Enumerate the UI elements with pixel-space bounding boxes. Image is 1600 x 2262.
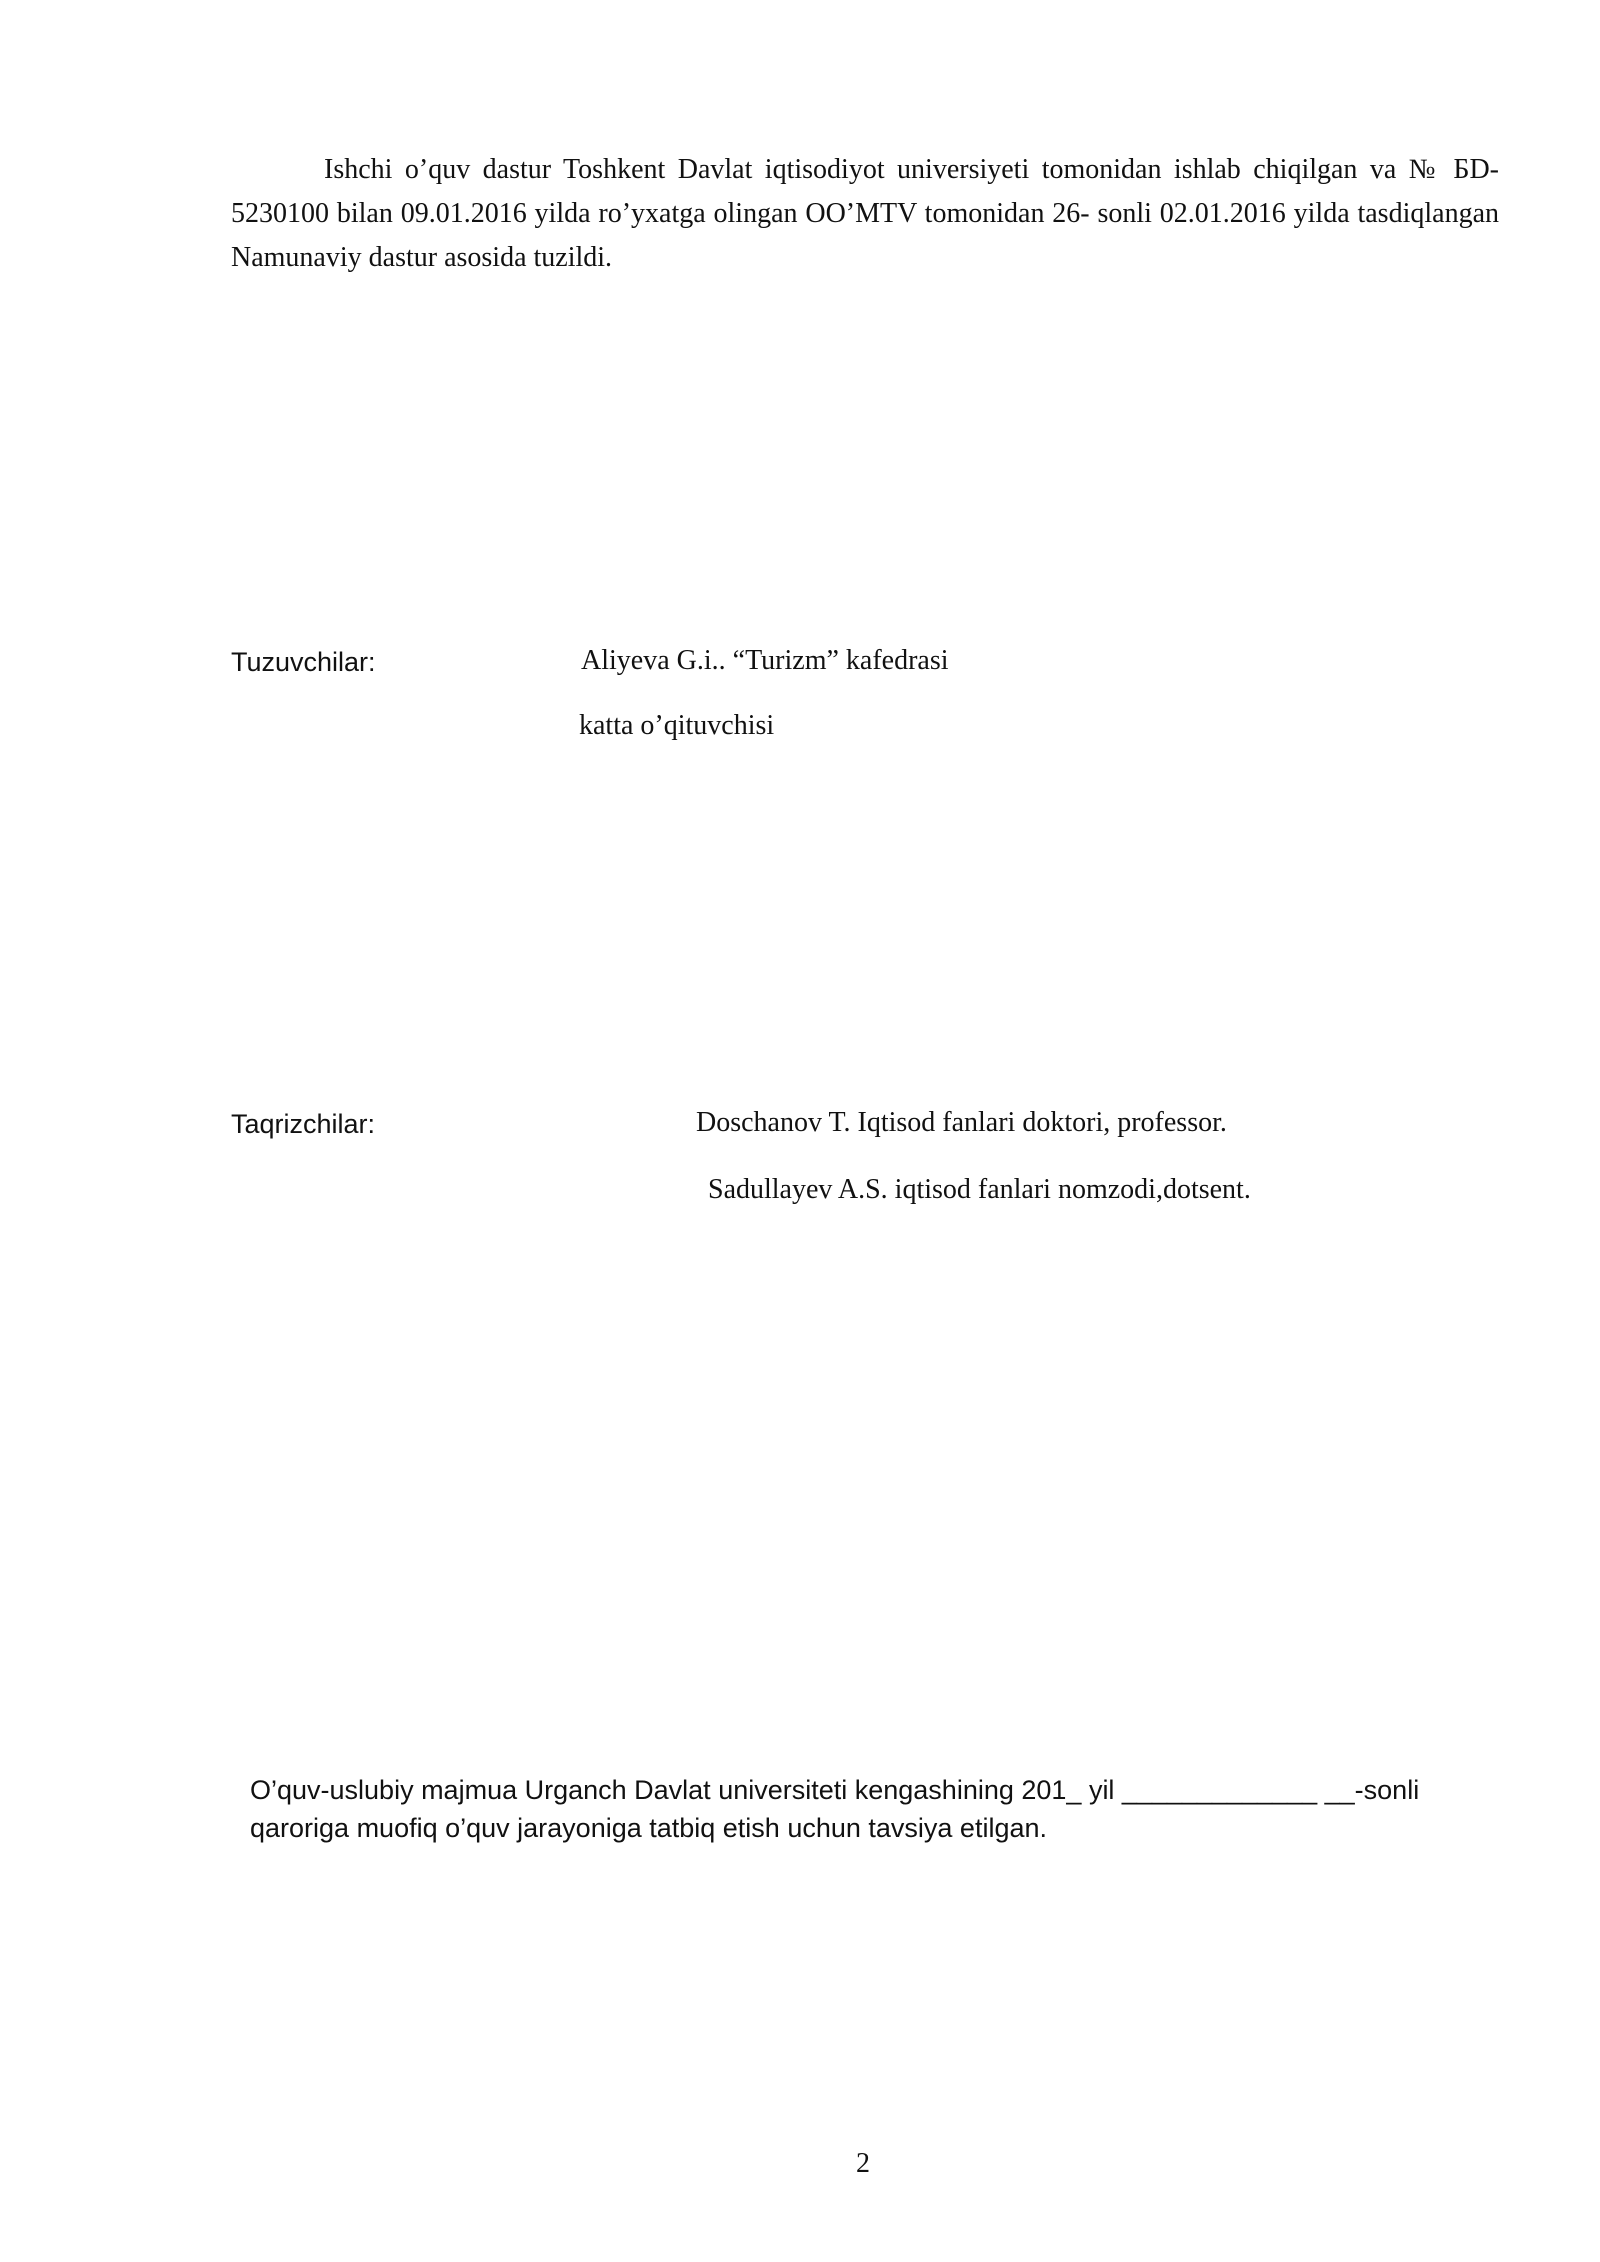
intro-paragraph: Ishchi o’quv dastur Toshkent Davlat iqtisodiyot universiyeti tomonidan ishlab chiqilgan va № БD-5230100 bilan 09.01.2016 yilda ro’yxatga olingan OO’MTV tomonidan 26- sonli 02.01.2016 yilda tasdiqlangan Namunaviy dastur asosida tuzildi. [231, 154, 1499, 273]
reviewer-item: Doschanov T. Iqtisod fanlari doktori, professor. [696, 1107, 1227, 1138]
compilers-label: Tuzuvchilar: [231, 647, 376, 677]
reviewers-label: Taqrizchilar: [231, 1109, 376, 1139]
approval-paragraph: O’quv-uslubiy majmua Urganch Davlat universiteti kengashining 201_ yil _____________ __-sonli qaroriga muofiq o’quv jarayoniga tatbiq etish uchun tavsiya etilgan. [250, 1775, 1420, 1843]
page-number: 2 [856, 2148, 870, 2179]
compiler-position: katta o’qituvchisi [579, 710, 775, 741]
compiler-name: Aliyeva G.i.. “Turizm” kafedrasi [581, 645, 949, 676]
reviewer-item: Sadullayev A.S. iqtisod fanlari nomzodi,dotsent. [708, 1174, 1251, 1205]
